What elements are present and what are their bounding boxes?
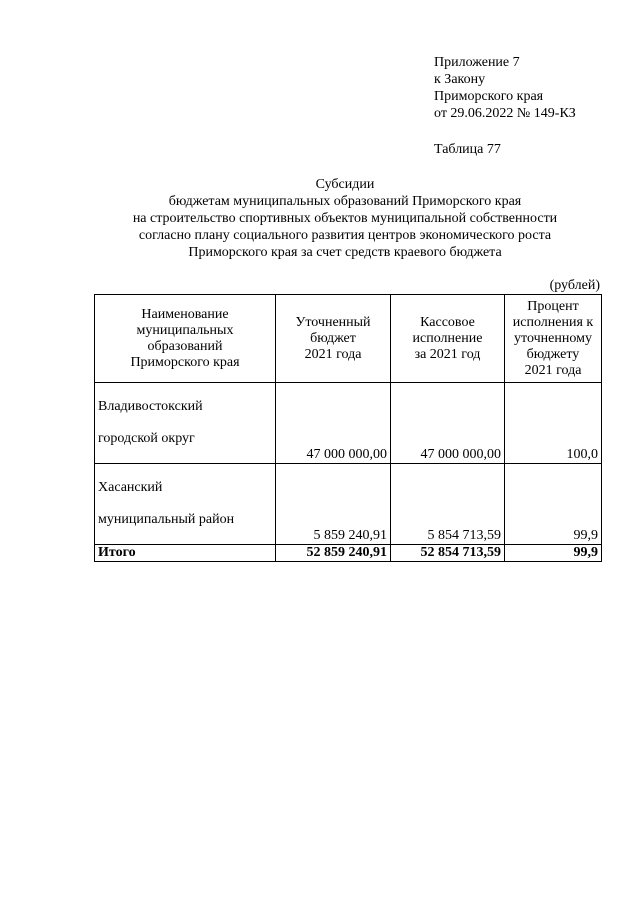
- header-text: Процент: [527, 298, 579, 314]
- cell-municipality: [95, 383, 276, 464]
- cell-municipality: [95, 464, 276, 545]
- title-line: бюджетам муниципальных образований Приморского края: [168, 194, 522, 209]
- header-text: бюджету: [526, 346, 580, 362]
- cell-total-label: Итого: [95, 545, 276, 562]
- cell-percent: 99,9: [505, 464, 602, 545]
- header-execution: [391, 295, 505, 383]
- cell-text: Хасанский: [98, 480, 163, 495]
- cell-total-execution: 52 854 713,59: [391, 545, 505, 562]
- cell-execution: 5 854 713,59: [391, 464, 505, 545]
- header-text: 2021 года: [524, 362, 582, 378]
- cell-text: Владивостокский: [98, 399, 203, 414]
- cell-budget: 5 859 240,91: [276, 464, 391, 545]
- cell-total-percent: 99,9: [505, 545, 602, 562]
- title-line: на строительство спортивных объектов муниципальной собственности: [132, 211, 558, 226]
- table-row: [95, 383, 602, 464]
- header-text: бюджет: [310, 330, 356, 346]
- header-percent: [505, 295, 602, 383]
- header-text: Приморского края: [130, 354, 240, 370]
- header-text: образований: [147, 338, 223, 354]
- appendix-line: Приложение 7: [434, 55, 520, 70]
- header-text: Уточненный: [295, 314, 371, 330]
- cell-text: муниципальный район: [98, 512, 235, 527]
- cell-execution: 47 000 000,00: [391, 383, 505, 464]
- cell-budget: 47 000 000,00: [276, 383, 391, 464]
- title-line: Субсидии: [315, 177, 375, 192]
- header-budget: [276, 295, 391, 383]
- subsidy-table: [94, 294, 602, 562]
- header-text: исполнения к: [512, 314, 594, 330]
- appendix-header: [434, 54, 576, 122]
- cell-text: городской округ: [98, 431, 195, 446]
- table-header-row: [95, 295, 602, 383]
- header-text: Кассовое: [420, 314, 475, 330]
- table-label: Таблица 77: [434, 142, 501, 157]
- header-text: 2021 года: [304, 346, 362, 362]
- table-total-row: [95, 545, 602, 562]
- document-title: [95, 176, 595, 261]
- appendix-line: к Закону: [434, 72, 486, 87]
- appendix-line: от 29.06.2022 № 149-КЗ: [434, 106, 576, 121]
- cell-total-budget: 52 859 240,91: [276, 545, 391, 562]
- header-text: муниципальных: [136, 322, 234, 338]
- header-text: уточненному: [514, 330, 592, 346]
- units-label: (рублей): [549, 278, 600, 293]
- appendix-line: Приморского края: [434, 89, 544, 104]
- header-name: [95, 295, 276, 383]
- header-text: за 2021 год: [414, 346, 481, 362]
- title-line: Приморского края за счет средств краевого бюджета: [188, 245, 502, 260]
- table-row: [95, 464, 602, 545]
- cell-percent: 100,0: [505, 383, 602, 464]
- header-text: исполнение: [412, 330, 483, 346]
- title-line: согласно плану социального развития центров экономического роста: [138, 228, 552, 243]
- header-text: Наименование: [141, 306, 229, 322]
